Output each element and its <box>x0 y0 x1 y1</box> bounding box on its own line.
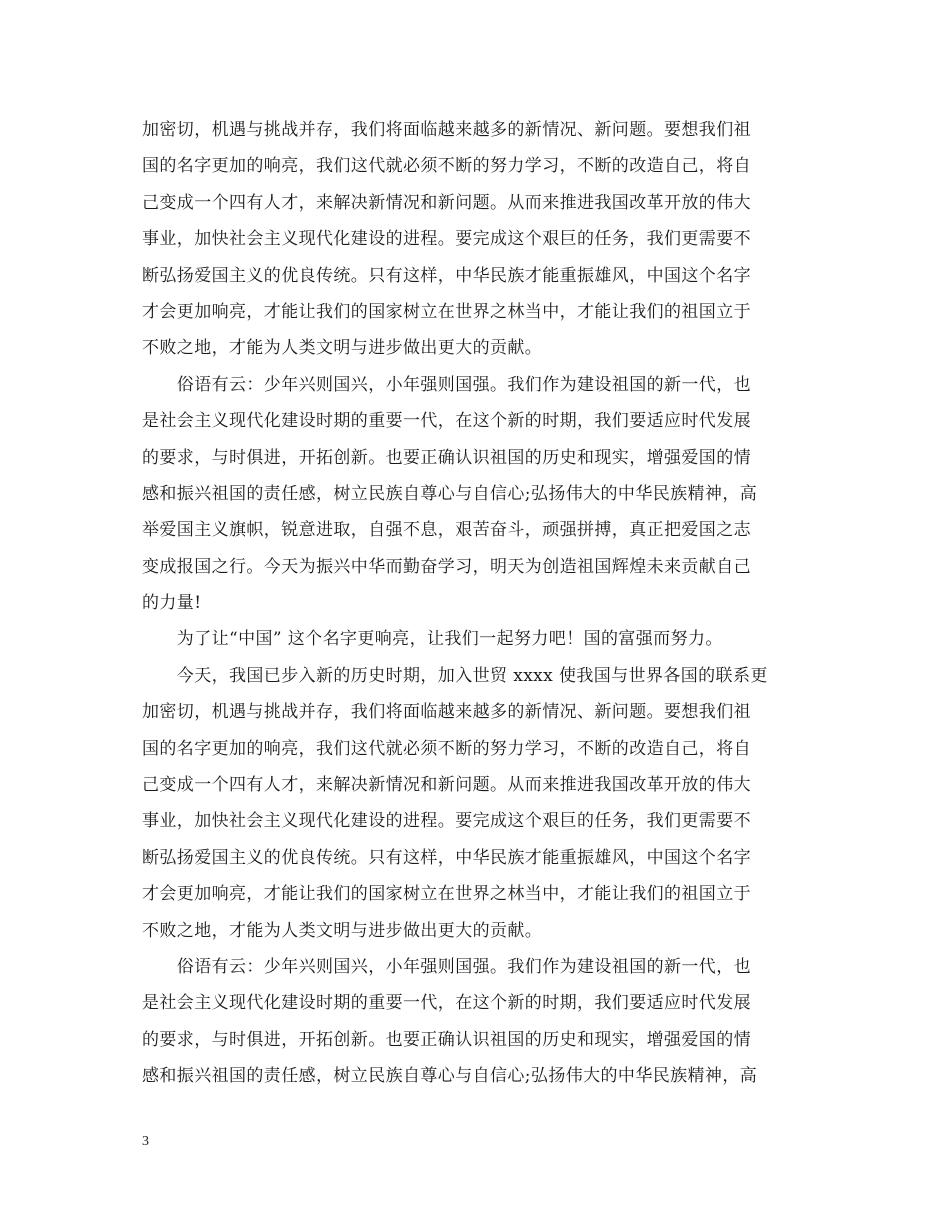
text-line: 己变成一个四有人才，来解决新情况和新问题。从而来推进我国改革开放的伟大 <box>142 192 751 213</box>
text-line: 变成报国之行。今天为振兴中华而勤奋学习，明天为创造祖国辉煌未来贡献自己 <box>142 556 751 577</box>
text-line: 举爱国主义旗帜，锐意进取，自强不息，艰苦奋斗，顽强拼搏，真正把爱国之志 <box>142 520 751 541</box>
text-line: 为了让“中国” 这个名字更响亮，让我们一起努力吧！国的富强而努力。 <box>142 629 723 650</box>
text-line: 才会更加响亮，才能让我们的国家树立在世界之林当中，才能让我们的祖国立于 <box>142 884 751 905</box>
text-line: 事业，加快社会主义现代化建设的进程。要完成这个艰巨的任务，我们更需要不 <box>142 229 751 250</box>
text-line: 断弘扬爱国主义的优良传统。只有这样，中华民族才能重振雄风，中国这个名字 <box>142 265 751 286</box>
text-line: 今天，我国已步入新的历史时期，加入世贸 xxxx 使我国与世界各国的联系更 <box>142 665 768 686</box>
text-line: 加密切，机遇与挑战并存，我们将面临越来越多的新情况、新问题。要想我们祖 <box>142 702 751 723</box>
text-line: 感和振兴祖国的责任感，树立民族自尊心与自信心;弘扬伟大的中华民族精神，高 <box>142 1066 758 1087</box>
page-number: 3 <box>142 1134 149 1149</box>
text-line: 的要求，与时俱进，开拓创新。也要正确认识祖国的历史和现实，增强爱国的情 <box>142 447 751 468</box>
text-line: 不败之地，才能为人类文明与进步做出更大的贡献。 <box>142 338 543 359</box>
text-line: 加密切，机遇与挑战并存，我们将面临越来越多的新情况、新问题。要想我们祖 <box>142 120 751 140</box>
text-line: 的要求，与时俱进，开拓创新。也要正确认识祖国的历史和现实，增强爱国的情 <box>142 1029 751 1050</box>
text-line: 事业，加快社会主义现代化建设的进程。要完成这个艰巨的任务，我们更需要不 <box>142 811 751 832</box>
text-line: 俗语有云：少年兴则国兴，小年强则国强。我们作为建设祖国的新一代，也 <box>142 374 751 395</box>
text-line: 的力量! <box>142 593 202 614</box>
text-line: 断弘扬爱国主义的优良传统。只有这样，中华民族才能重振雄风，中国这个名字 <box>142 847 751 868</box>
text-line: 才会更加响亮，才能让我们的国家树立在世界之林当中，才能让我们的祖国立于 <box>142 301 751 322</box>
text-line: 是社会主义现代化建设时期的重要一代，在这个新的时期，我们要适应时代发展 <box>142 411 751 432</box>
text-line: 己变成一个四有人才，来解决新情况和新问题。从而来推进我国改革开放的伟大 <box>142 775 751 796</box>
text-line: 国的名字更加的响亮，我们这代就必须不断的努力学习，不断的改造自己，将自 <box>142 156 751 177</box>
text-line: 感和振兴祖国的责任感，树立民族自尊心与自信心;弘扬伟大的中华民族精神，高 <box>142 483 758 504</box>
text-line: 国的名字更加的响亮，我们这代就必须不断的努力学习，不断的改造自己，将自 <box>142 738 751 759</box>
text-line: 不败之地，才能为人类文明与进步做出更大的贡献。 <box>142 920 543 941</box>
text-line: 俗语有云：少年兴则国兴，小年强则国强。我们作为建设祖国的新一代，也 <box>142 956 751 977</box>
body-text <box>142 112 812 1095</box>
text-line: 是社会主义现代化建设时期的重要一代，在这个新的时期，我们要适应时代发展 <box>142 993 751 1014</box>
